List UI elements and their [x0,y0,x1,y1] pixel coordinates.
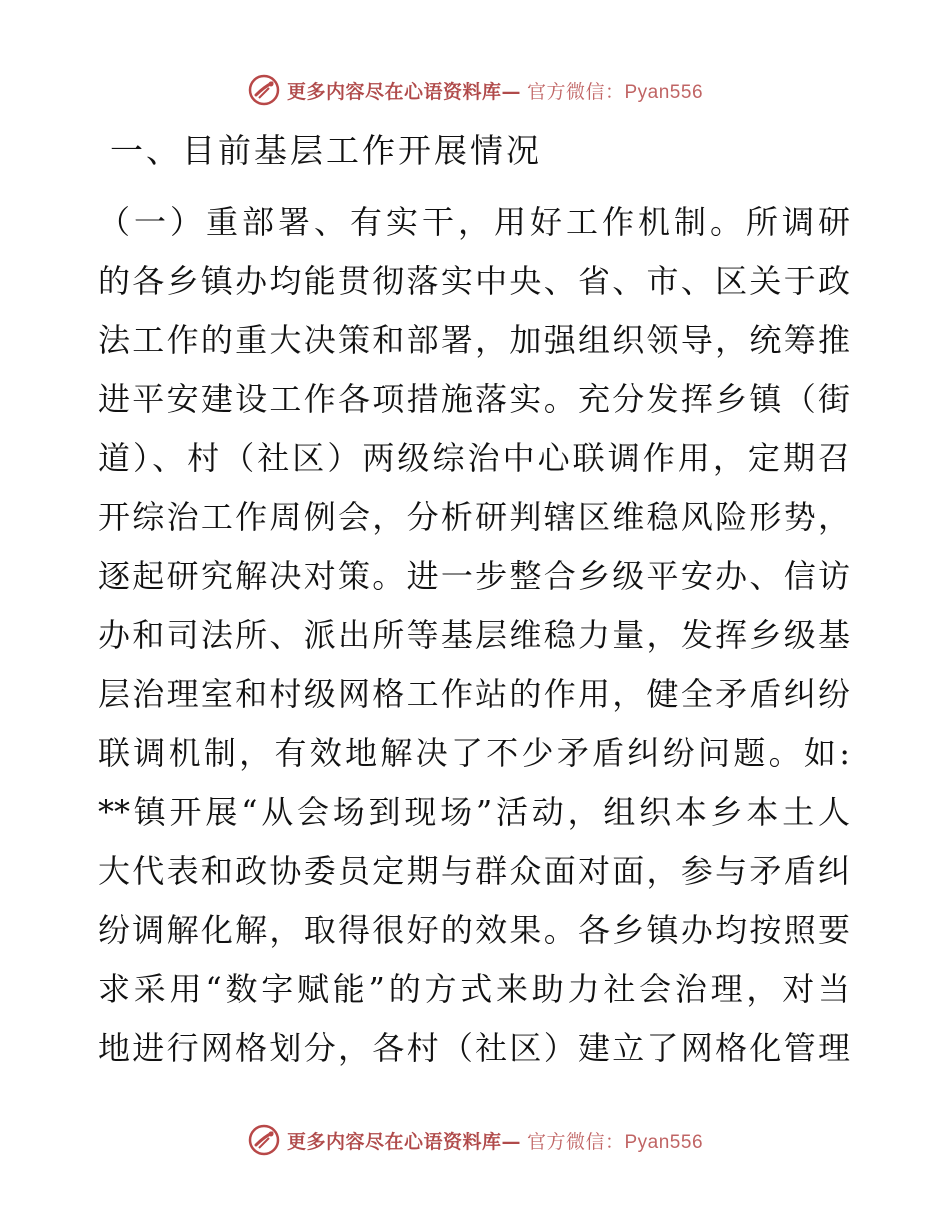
body-line: 法工作的重大决策和部署，加强组织领导，统筹推 [98,321,850,359]
body-line: 逐起研究解决对策。进一步整合乡级平安办、信访 [98,557,850,595]
body-line: **镇开展“从会场到现场”活动，组织本乡本土人 [98,793,850,831]
watermark-brand-text: 更多内容尽在心语资料库— [286,1130,521,1153]
body-line: 大代表和政协委员定期与群众面对面，参与矛盾纠 [98,852,850,890]
red-book-pen-logo-icon [247,73,281,107]
body-line: 求采用“数字赋能”的方式来助力社会治理，对当 [98,970,850,1008]
body-line: 办和司法所、派出所等基层维稳力量，发挥乡级基 [98,616,850,654]
document-body [98,193,850,1078]
header-watermark [0,70,950,110]
red-book-pen-logo-icon [247,1123,281,1157]
body-line: 联调机制，有效地解决了不少矛盾纠纷问题。如: [98,734,850,772]
footer-watermark [0,1120,950,1160]
body-line: 开综治工作周例会，分析研判辖区维稳风险形势， [98,498,850,536]
watermark-brand-text: 更多内容尽在心语资料库— [286,80,521,103]
body-line: 纷调解化解，取得很好的效果。各乡镇办均按照要 [98,911,850,949]
body-line: 进平安建设工作各项措施落实。充分发挥乡镇（街 [98,380,850,418]
body-line: （一）重部署、有实干，用好工作机制。所调研 [98,203,850,241]
watermark-contact-text: 官方微信：Pyan556 [527,1131,704,1153]
section-heading: 一、目前基层工作开展情况 [110,131,542,170]
body-line: 层治理室和村级网格工作站的作用，健全矛盾纠纷 [98,675,850,713]
watermark-contact-text: 官方微信：Pyan556 [527,81,704,103]
body-line: 地进行网格划分，各村（社区）建立了网格化管理 [98,1029,850,1067]
body-line: 的各乡镇办均能贯彻落实中央、省、市、区关于政 [98,262,850,300]
body-line: 道）、村（社区）两级综治中心联调作用，定期召 [98,439,850,477]
